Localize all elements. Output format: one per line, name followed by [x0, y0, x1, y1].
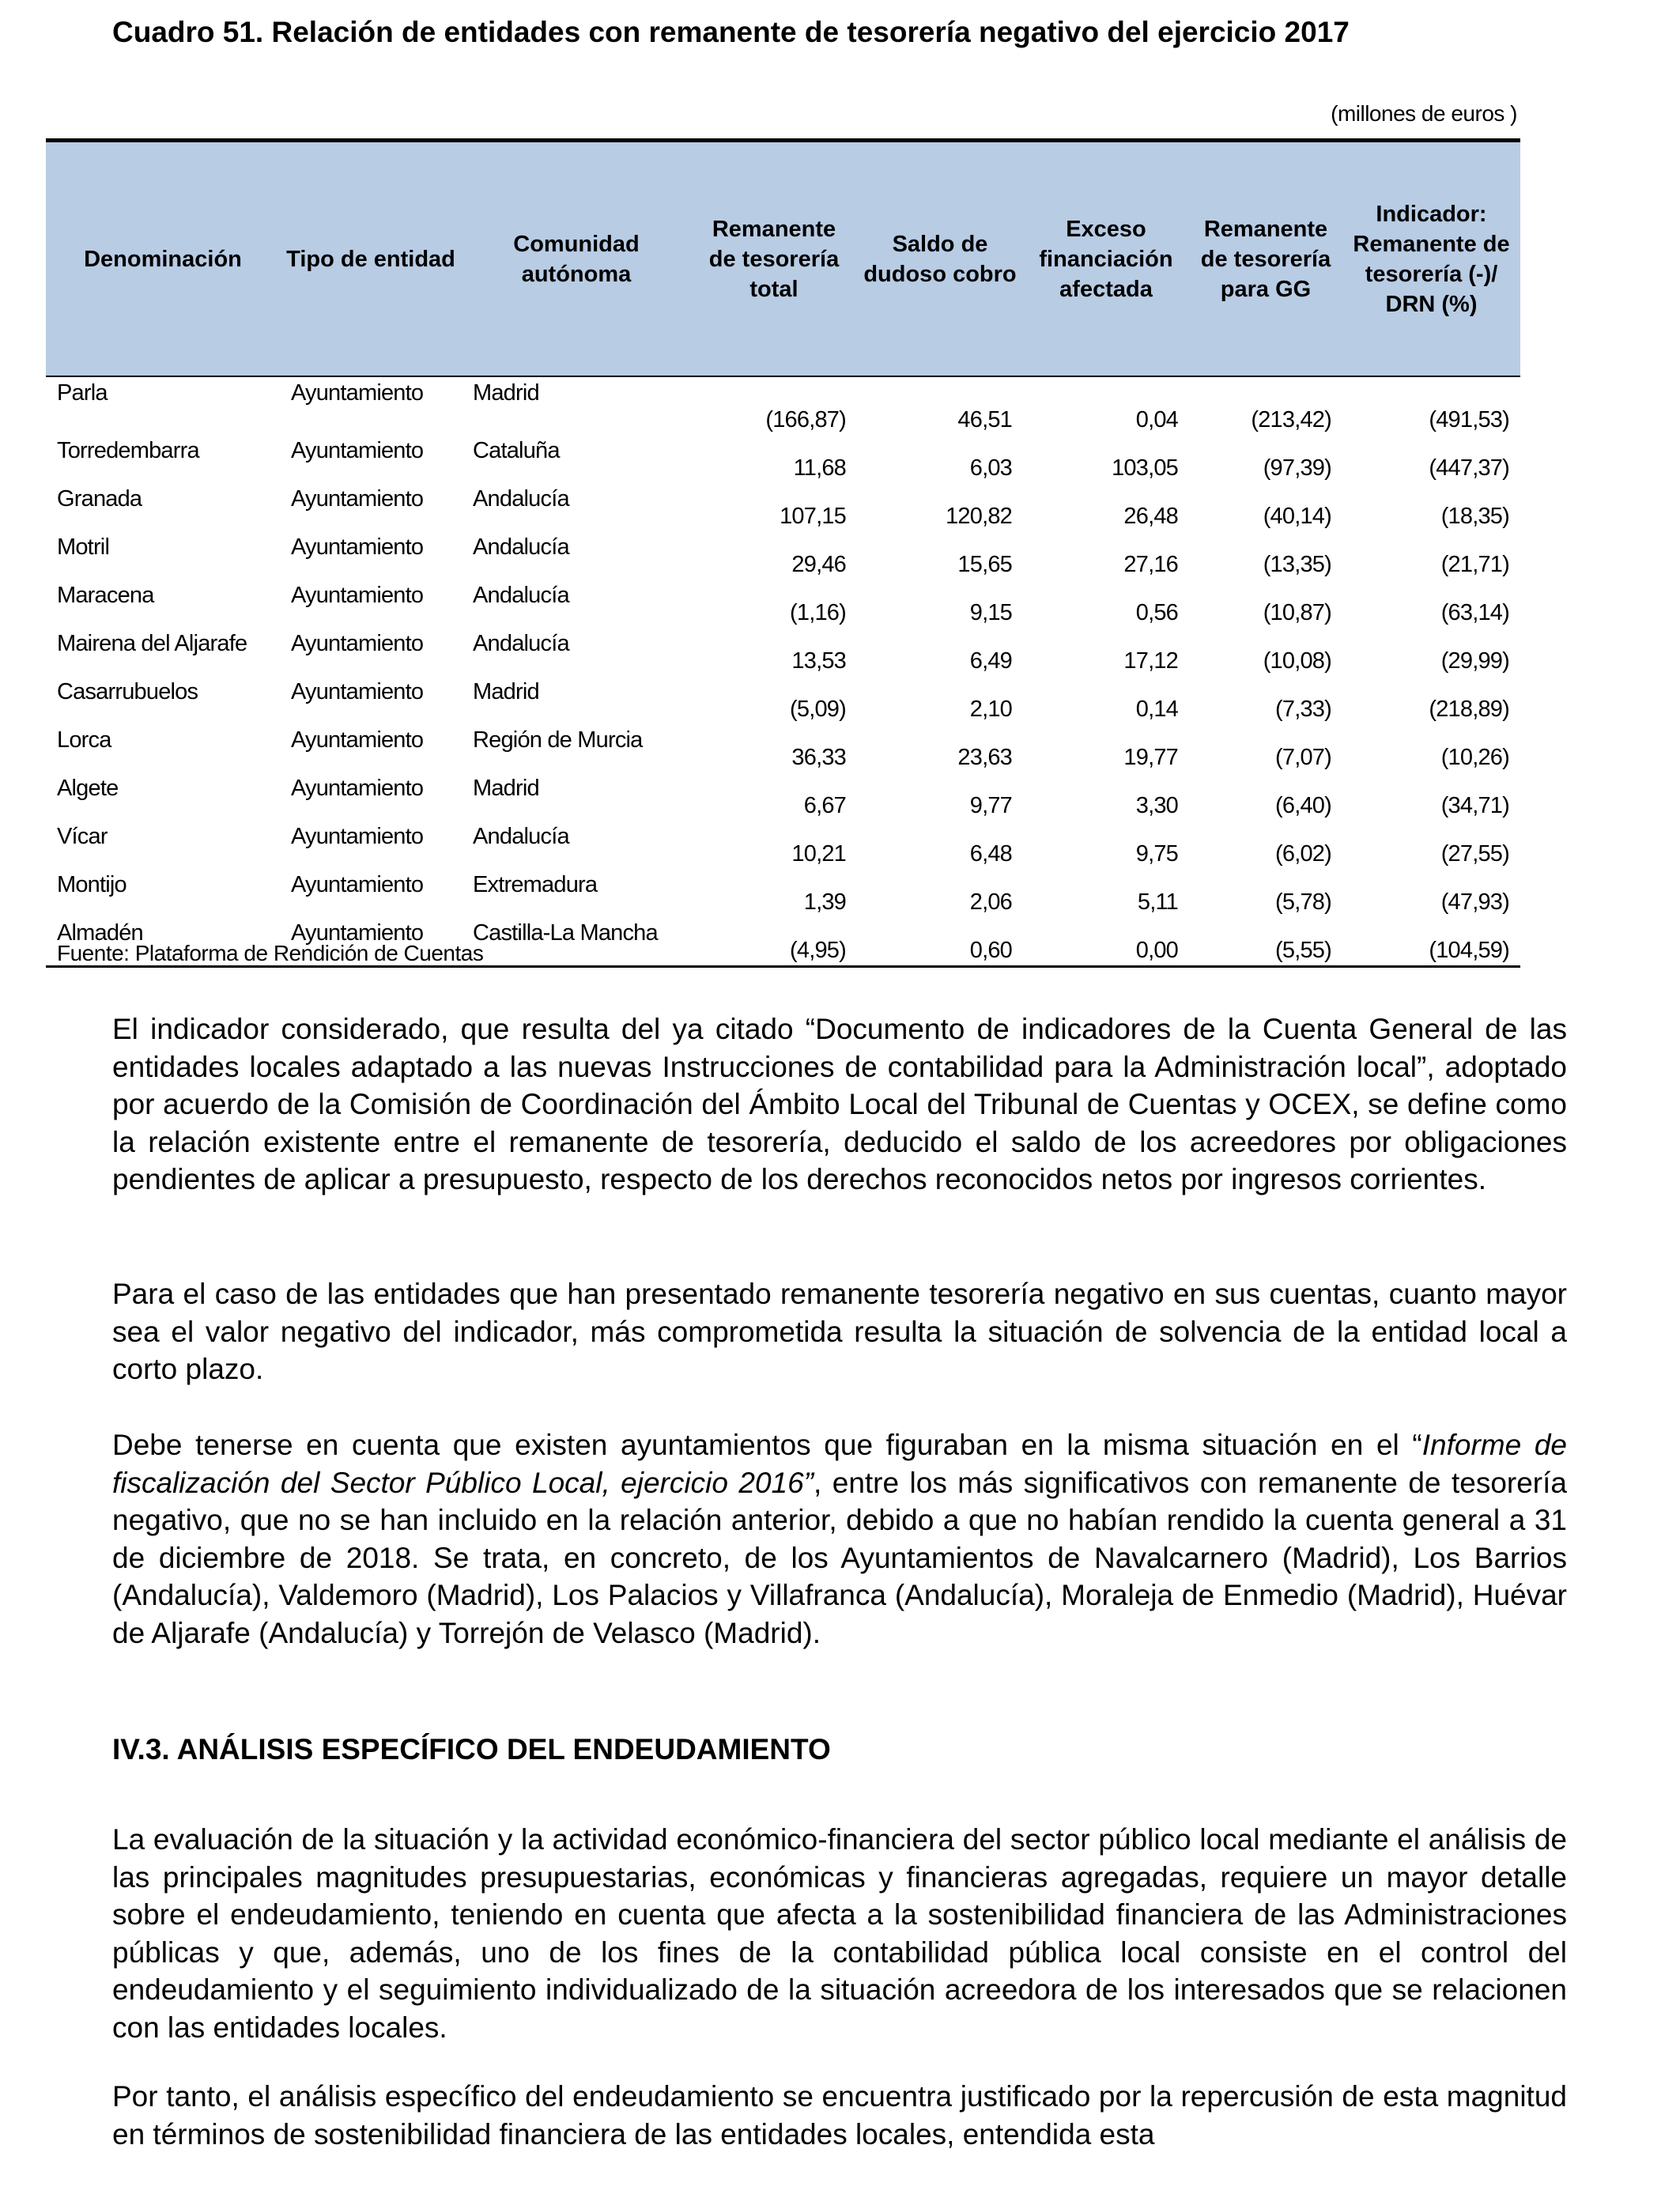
- cell-remanente-total: 10,21: [791, 841, 846, 867]
- cell-remanente-gg: (6,40): [1275, 793, 1331, 818]
- cell-remanente-total: (1,16): [790, 600, 846, 625]
- cell-tipo-entidad: Ayuntamiento: [291, 534, 424, 560]
- cell-comunidad: Región de Murcia: [473, 727, 643, 753]
- cell-denominacion: Granada: [57, 486, 142, 512]
- cell-remanente-total: 6,67: [803, 793, 846, 818]
- header-saldo-dudoso: Saldo de dudoso cobro: [857, 141, 1023, 377]
- cell-comunidad: Castilla-La Mancha: [462, 917, 691, 967]
- paragraph-text: Debe tenerse en cuenta que existen ayuntamientos que figuraban en la misma situación en el “: [112, 1429, 1422, 1461]
- table-row: [46, 676, 1520, 724]
- entities-table: [46, 138, 1520, 968]
- table-row: [46, 821, 1520, 869]
- cell-comunidad: Cataluña: [473, 438, 560, 463]
- cell-comunidad: Andalucía: [473, 486, 569, 512]
- cell-comunidad: Madrid: [473, 679, 539, 704]
- cell-exceso-financiacion: 0,04: [1135, 407, 1178, 432]
- cell-exceso-financiacion: 0,00: [1023, 917, 1189, 967]
- cell-remanente-gg: (213,42): [1251, 407, 1331, 432]
- cell-tipo-entidad: Ayuntamiento: [280, 917, 462, 967]
- cell-comunidad: Andalucía: [473, 583, 569, 608]
- header-remanente-gg: Remanente de tesorería para GG: [1189, 141, 1342, 377]
- cell-indicador: (491,53): [1429, 407, 1509, 432]
- cell-denominacion: Almadén: [46, 917, 280, 967]
- cell-comunidad: Madrid: [473, 380, 539, 406]
- cell-saldo-dudoso: 120,82: [946, 504, 1012, 529]
- table-source: Fuente: Plataforma de Rendición de Cuentas: [57, 941, 484, 965]
- cell-exceso-financiacion: 0,14: [1135, 697, 1178, 722]
- cell-indicador: (47,93): [1440, 889, 1509, 915]
- header-comunidad: Comunidad autónoma: [462, 141, 691, 377]
- table-row: [46, 628, 1520, 676]
- paragraph-text: , entre los más significativos con remanente de tesorería negativo, que no se han incluido en la relación anterior, debido a que no habían rendido la cuenta general a 31 de diciembre de 2018. Se trata, en concreto, de los Ayuntamientos de Navalcarnero (Madrid), Los Barrios (Andalucía), Valdemoro (Madrid), Los Palacios y Villafranca (Andalucía), Moraleja de Enmedio (Madrid), Huévar de Aljarafe (Andalucía) y Torrejón de Velasco (Madrid).: [112, 1466, 1567, 1649]
- cell-denominacion: Vícar: [57, 824, 108, 849]
- header-denominacion: Denominación: [46, 141, 280, 377]
- cell-comunidad: Madrid: [473, 776, 539, 801]
- cell-tipo-entidad: Ayuntamiento: [291, 438, 424, 463]
- cell-remanente-gg: (97,39): [1263, 455, 1331, 481]
- table-row: [46, 376, 1520, 435]
- cell-indicador: (27,55): [1440, 841, 1509, 867]
- cell-remanente-gg: (10,08): [1263, 648, 1331, 674]
- cell-remanente-total: 1,39: [803, 889, 846, 915]
- table-units: (millones de euros ): [1331, 101, 1517, 126]
- cell-remanente-total: 13,53: [791, 648, 846, 674]
- cell-remanente-total: 11,68: [793, 455, 846, 481]
- cell-indicador: (34,71): [1440, 793, 1509, 818]
- table-row: [46, 435, 1520, 483]
- cell-saldo-dudoso: 9,77: [969, 793, 1012, 818]
- cell-exceso-financiacion: 27,16: [1123, 552, 1178, 577]
- cell-indicador: (21,71): [1440, 552, 1509, 577]
- cell-tipo-entidad: Ayuntamiento: [291, 631, 424, 656]
- cell-remanente-total: (166,87): [765, 407, 846, 432]
- cell-tipo-entidad: Ayuntamiento: [291, 776, 424, 801]
- cell-saldo-dudoso: 46,51: [957, 407, 1012, 432]
- cell-remanente-total: (4,95): [691, 917, 857, 967]
- cell-tipo-entidad: Ayuntamiento: [291, 583, 424, 608]
- cell-indicador: (29,99): [1440, 648, 1509, 674]
- cell-remanente-gg: (6,02): [1275, 841, 1331, 867]
- cell-denominacion: Montijo: [57, 872, 126, 897]
- cell-tipo-entidad: Ayuntamiento: [291, 872, 424, 897]
- table-row: [46, 580, 1520, 628]
- cell-comunidad: Andalucía: [473, 534, 569, 560]
- cell-indicador: (63,14): [1440, 600, 1509, 625]
- cell-remanente-total: 107,15: [780, 504, 846, 529]
- cell-remanente-gg: (7,33): [1275, 697, 1331, 722]
- table-body: [46, 376, 1520, 967]
- section-heading: IV.3. ANÁLISIS ESPECÍFICO DEL ENDEUDAMIENTO: [112, 1733, 831, 1765]
- cell-remanente-total: 29,46: [791, 552, 846, 577]
- paragraph-ayuntamientos-excluidos: [112, 1426, 1567, 1652]
- cell-saldo-dudoso: 9,15: [969, 600, 1012, 625]
- table-header: [46, 141, 1520, 377]
- cell-exceso-financiacion: 3,30: [1135, 793, 1178, 818]
- paragraph-caso-entidades: Para el caso de las entidades que han presentado remanente tesorería negativo en sus cuentas, cuanto mayor sea el valor negativo del indicador, más comprometida resulta la situación de solvencia de la entidad local a corto plazo.: [112, 1278, 1567, 1385]
- table-row: [46, 724, 1520, 772]
- cell-remanente-gg: (7,07): [1275, 745, 1331, 770]
- cell-indicador: (10,26): [1440, 745, 1509, 770]
- cell-remanente-gg: (13,35): [1263, 552, 1331, 577]
- cell-remanente-gg: (10,87): [1263, 600, 1331, 625]
- header-indicador: Indicador: Remanente de tesorería (-)/ DRN (%): [1342, 141, 1520, 377]
- cell-denominacion: Algete: [57, 776, 119, 801]
- paragraph-indicador: El indicador considerado, que resulta del ya citado “Documento de indicadores de la Cuenta General de las entidades locales adaptado a las nuevas Instrucciones de contabilidad para la Administración local”, adoptado por acuerdo de la Comisión de Coordinación del Ámbito Local del Tribunal de Cuentas y OCEX, se define como la relación existente entre el remanente de tesorería, deducido el saldo de los acreedores por obligaciones pendientes de aplicar a presupuesto, respecto de los derechos reconocidos netos por ingresos corrientes.: [112, 1013, 1567, 1195]
- paragraph-evaluacion: La evaluación de la situación y la actividad económico-financiera del sector público local mediante el análisis de las principales magnitudes presupuestarias, económicas y financieras agregadas, requiere un mayor detalle sobre el endeudamiento, teniendo en cuenta que afecta a la sostenibilidad financiera de las Administraciones públicas y que, además, uno de los fines de la contabilidad pública local consiste en el control del endeudamiento y el seguimiento individualizado de la situación acreedora de los interesados que se relacionen con las entidades locales.: [112, 1823, 1567, 2044]
- cell-saldo-dudoso: 2,10: [969, 697, 1012, 722]
- cell-exceso-financiacion: 5,11: [1137, 889, 1178, 915]
- cell-saldo-dudoso: 6,03: [969, 455, 1012, 481]
- table-row: [46, 772, 1520, 821]
- report-title-italic: Informe de fiscalización del Sector Público Local, ejercicio 2016”: [112, 1429, 1567, 1499]
- cell-remanente-total: (5,09): [790, 697, 846, 722]
- cell-remanente-gg: (40,14): [1263, 504, 1331, 529]
- cell-saldo-dudoso: 2,06: [969, 889, 1012, 915]
- cell-comunidad: Andalucía: [473, 631, 569, 656]
- cell-exceso-financiacion: 103,05: [1112, 455, 1178, 481]
- paragraph-por-tanto: Por tanto, el análisis específico del endeudamiento se encuentra justificado por la repercusión de esta magnitud en términos de sostenibilidad financiera de las entidades locales, entendida esta: [112, 2080, 1567, 2151]
- cell-exceso-financiacion: 17,12: [1123, 648, 1178, 674]
- cell-tipo-entidad: Ayuntamiento: [291, 380, 424, 406]
- cell-indicador: (18,35): [1440, 504, 1509, 529]
- table-row: [46, 483, 1520, 531]
- cell-denominacion: Motril: [57, 534, 110, 560]
- header-exceso-financiacion: Exceso financiación afectada: [1023, 141, 1189, 377]
- cell-denominacion: Torredembarra: [57, 438, 199, 463]
- cell-indicador: (104,59): [1342, 917, 1520, 967]
- cell-tipo-entidad: Ayuntamiento: [291, 727, 424, 753]
- cell-remanente-gg: (5,78): [1275, 889, 1331, 915]
- cell-denominacion: Parla: [57, 380, 108, 406]
- cell-indicador: (447,37): [1429, 455, 1509, 481]
- cell-saldo-dudoso: 15,65: [957, 552, 1012, 577]
- table-row: [46, 531, 1520, 580]
- cell-exceso-financiacion: 0,56: [1135, 600, 1178, 625]
- cell-exceso-financiacion: 19,77: [1123, 745, 1178, 770]
- cell-exceso-financiacion: 26,48: [1123, 504, 1178, 529]
- cell-saldo-dudoso: 23,63: [957, 745, 1012, 770]
- cell-saldo-dudoso: 0,60: [857, 917, 1023, 967]
- cell-tipo-entidad: Ayuntamiento: [291, 679, 424, 704]
- header-remanente-total: Remanente de tesorería total: [691, 141, 857, 377]
- table-row: [46, 869, 1520, 917]
- cell-remanente-total: 36,33: [791, 745, 846, 770]
- header-tipo-entidad: Tipo de entidad: [280, 141, 462, 377]
- cell-exceso-financiacion: 9,75: [1135, 841, 1178, 867]
- cell-saldo-dudoso: 6,48: [969, 841, 1012, 867]
- cell-denominacion: Mairena del Aljarafe: [57, 631, 247, 656]
- cell-tipo-entidad: Ayuntamiento: [291, 486, 424, 512]
- cell-remanente-gg: (5,55): [1189, 917, 1342, 967]
- cell-denominacion: Casarrubuelos: [57, 679, 198, 704]
- cell-indicador: (218,89): [1429, 697, 1509, 722]
- cell-comunidad: Extremadura: [473, 872, 598, 897]
- cell-saldo-dudoso: 6,49: [969, 648, 1012, 674]
- cell-denominacion: Lorca: [57, 727, 111, 753]
- cell-denominacion: Maracena: [57, 583, 154, 608]
- table-title: Cuadro 51. Relación de entidades con remanente de tesorería negativo del ejercicio 2017: [112, 16, 1350, 48]
- cell-tipo-entidad: Ayuntamiento: [291, 824, 424, 849]
- cell-comunidad: Andalucía: [473, 824, 569, 849]
